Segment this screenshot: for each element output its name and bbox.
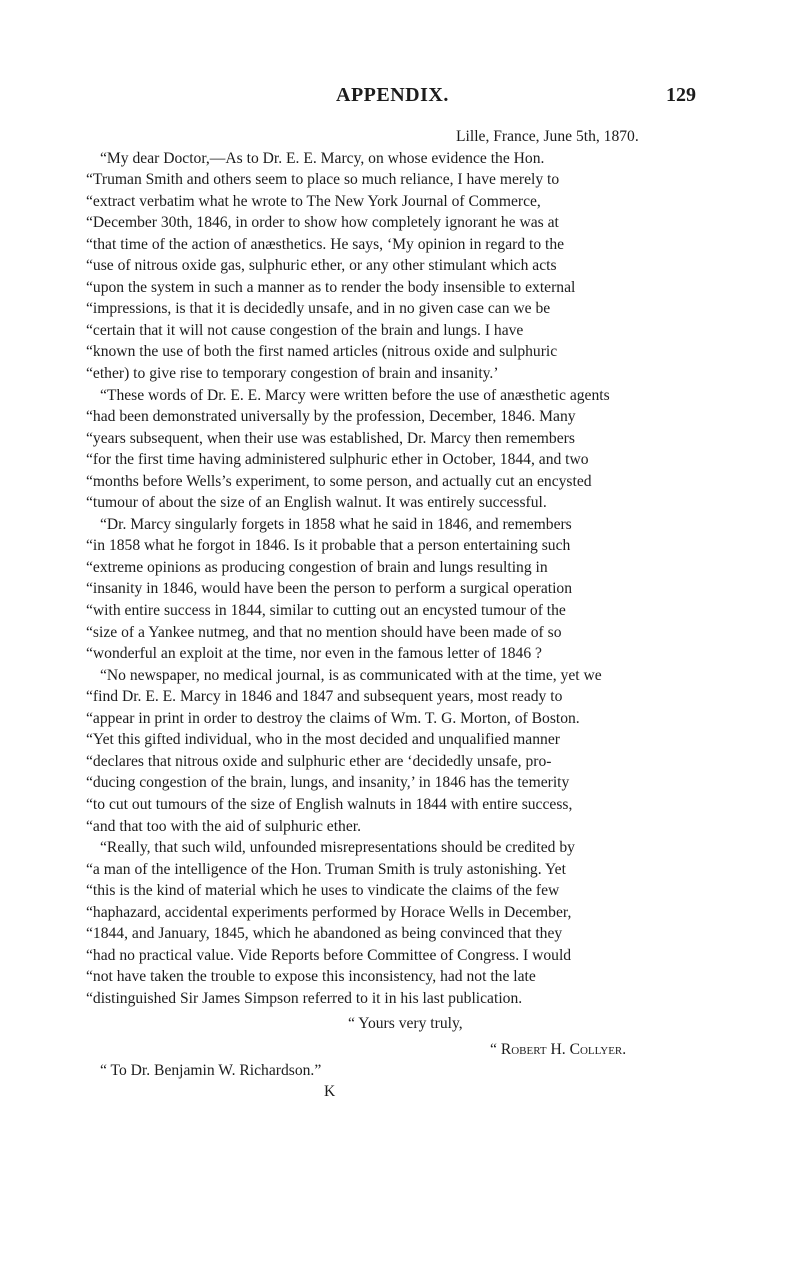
letter-line: “find Dr. E. E. Marcy in 1846 and 1847 and subsequent years, most ready to [86,688,563,706]
letter-line: “extract verbatim what he wrote to The New York Journal of Commerce, [86,192,541,210]
letter-line: “appear in print in order to destroy the claims of Wm. T. G. Morton, of Boston. [86,709,580,727]
letter-line: “for the first time having administered sulphuric ether in October, 1844, and two [86,451,589,469]
letter-line: “that time of the action of anæsthetics. He says, ‘My opinion in regard to the [86,235,565,253]
letter-line: “certain that it will not cause congestion of the brain and lungs. I have [86,321,524,339]
letter-line: “to cut out tumours of the size of English walnuts in 1844 with entire success, [86,795,573,813]
letter-line: “had no practical value. Vide Reports before Committee of Congress. I would [86,946,572,964]
letter-line: “ducing congestion of the brain, lungs, and insanity,’ in 1846 has the temerity [86,774,570,792]
letter-line: “declares that nitrous oxide and sulphuric ether are ‘decidedly unsafe, pro- [86,752,552,770]
running-head-title: APPENDIX. [336,84,449,106]
letter-line: “These words of Dr. E. E. Marcy were written before the use of anæsthetic agents [100,386,610,404]
dateline: Lille, France, June 5th, 1870. [456,128,639,145]
letter-line: “distinguished Sir James Simpson referred to it in his last publication. [86,989,523,1007]
letter-line: “with entire success in 1844, similar to cutting out an encysted tumour of the [86,602,566,620]
letter-line: “extreme opinions as producing congestion of brain and lungs resulting in [86,558,548,576]
letter-line: “1844, and January, 1845, which he abandoned as being convinced that they [86,925,563,943]
letter-line: “and that too with the aid of sulphuric ether. [86,817,361,835]
letter-line: “Truman Smith and others seem to place so much reliance, I have merely to [86,171,560,189]
letter-line: “months before Wells’s experiment, to some person, and actually cut an encysted [86,472,592,490]
letter-line: “size of a Yankee nutmeg, and that no mention should have been made of so [86,623,562,641]
letter-line: “ether) to give rise to temporary congestion of brain and insanity.’ [86,365,499,383]
letter-line: “upon the system in such a manner as to render the body insensible to external [86,278,576,296]
letter-line: “tumour of about the size of an English walnut. It was entirely successful. [86,494,547,512]
letter-line: “Really, that such wild, unfounded misrepresentations should be credited by [100,839,575,857]
letter-body [86,126,722,1103]
letter-line: “use of nitrous oxide gas, sulphuric ether, or any other stimulant which acts [86,257,557,275]
letter-line: “this is the kind of material which he uses to vindicate the claims of the few [86,882,560,900]
closing: “ Yours very truly, [348,1015,463,1033]
letter-line: “had been demonstrated universally by the profession, December, 1846. Many [86,408,576,426]
letter-line: “years subsequent, when their use was established, Dr. Marcy then remembers [86,429,575,447]
letter-line: “insanity in 1846, would have been the person to perform a surgical operation [86,580,573,598]
letter-line: “haphazard, accidental experiments performed by Horace Wells in December, [86,903,572,921]
letter-line: “No newspaper, no medical journal, is as communicated with at the time, yet we [100,666,602,684]
letter-line: “Yet this gifted individual, who in the most decided and unqualified manner [86,731,560,749]
letter-line: “Dr. Marcy singularly forgets in 1858 what he said in 1846, and remembers [100,515,572,533]
letter-line: “impressions, is that it is decidedly unsafe, and in no given case can we be [86,300,551,318]
signature: “ Robert H. Collyer. [490,1040,627,1058]
addressee: “ To Dr. Benjamin W. Richardson.” [100,1061,322,1079]
letter-line: “December 30th, 1846, in order to show how completely ignorant he was at [86,214,559,232]
letter-line: “My dear Doctor,—As to Dr. E. E. Marcy, on whose evidence the Hon. [100,149,545,167]
running-head [0,84,800,110]
letter-line: “known the use of both the first named articles (nitrous oxide and sulphuric [86,343,558,361]
letter-line: “not have taken the trouble to expose this inconsistency, had not the late [86,968,536,986]
letter-line: “a man of the intelligence of the Hon. Truman Smith is truly astonishing. Yet [86,860,566,878]
letter-line: “in 1858 what he forgot in 1846. Is it probable that a person entertaining such [86,537,571,555]
page-number: 129 [666,84,696,106]
letter-line: “wonderful an exploit at the time, nor even in the famous letter of 1846 ? [86,645,542,663]
signature-mark: K [324,1083,336,1101]
